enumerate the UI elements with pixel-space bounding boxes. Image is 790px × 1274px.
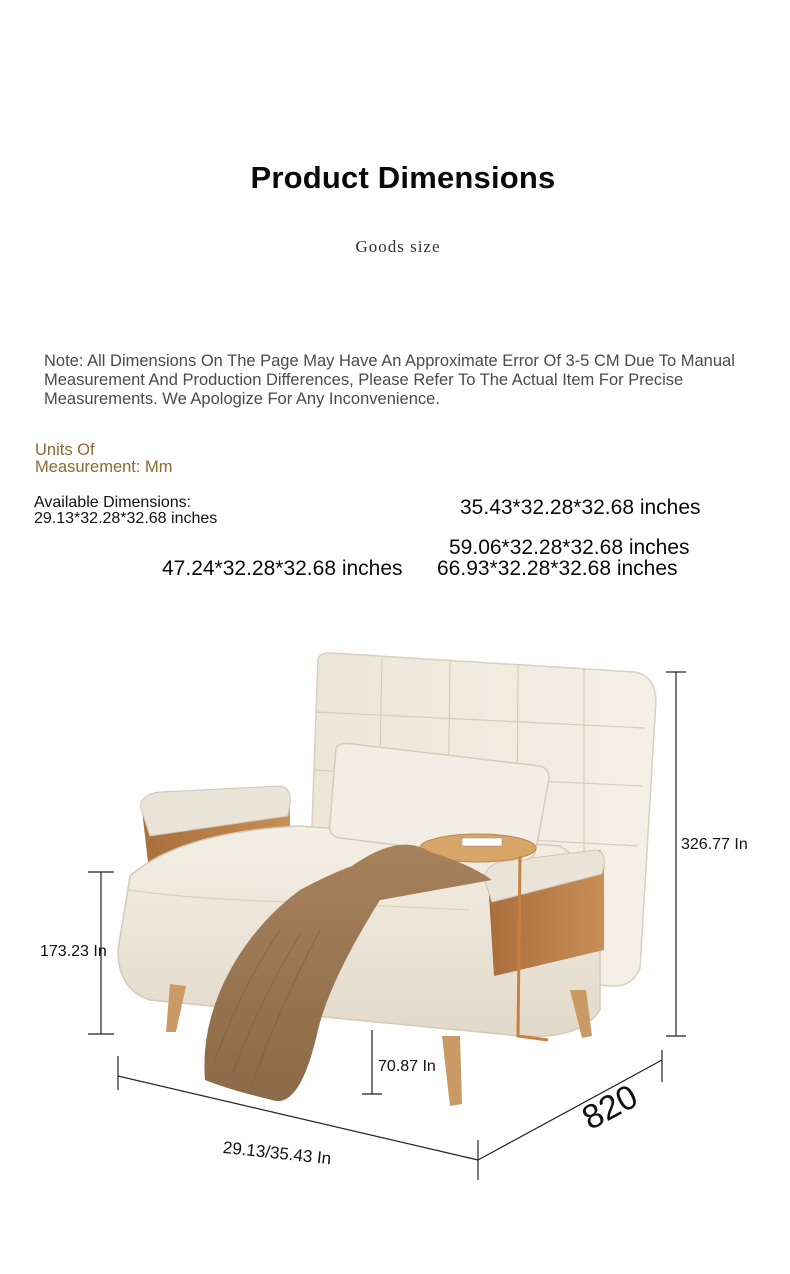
size-option-4: 47.24*32.28*32.68 inches — [162, 557, 403, 580]
leg-height-measurement: 70.87 In — [378, 1058, 436, 1075]
size-option-5: 66.93*32.28*32.68 inches — [437, 557, 678, 580]
units-label-line1: Units Of — [35, 441, 95, 459]
size-option-2: 35.43*32.28*32.68 inches — [460, 496, 701, 519]
height-measurement: 326.77 In — [681, 836, 748, 853]
size-option-1: 29.13*32.28*32.68 inches — [34, 509, 218, 527]
width-measurement: 29.13/35.43 In — [222, 1138, 333, 1169]
measurement-note: Note: All Dimensions On The Page May Have An Approximate Error Of 3-5 CM Due To Manual Measurement And Production Differences, Please Refer To The Actual Item For Precise Measurements. We Apologize For Any Inconvenience. — [44, 352, 735, 408]
units-label-line2: Measurement: Mm — [35, 457, 173, 476]
page-subtitle: Goods size — [355, 237, 441, 256]
available-dimensions — [34, 495, 294, 526]
seat-height-measurement: 173.23 In — [40, 943, 107, 960]
units-of-measurement — [35, 442, 255, 475]
available-dimensions-label: Available Dimensions: — [34, 494, 192, 511]
depth-measurement: 820 — [576, 1077, 644, 1138]
page-title: Product Dimensions — [250, 160, 556, 195]
size-option-3: 59.06*32.28*32.68 inches — [449, 536, 690, 559]
sofa-chair-illustration — [0, 630, 790, 1274]
